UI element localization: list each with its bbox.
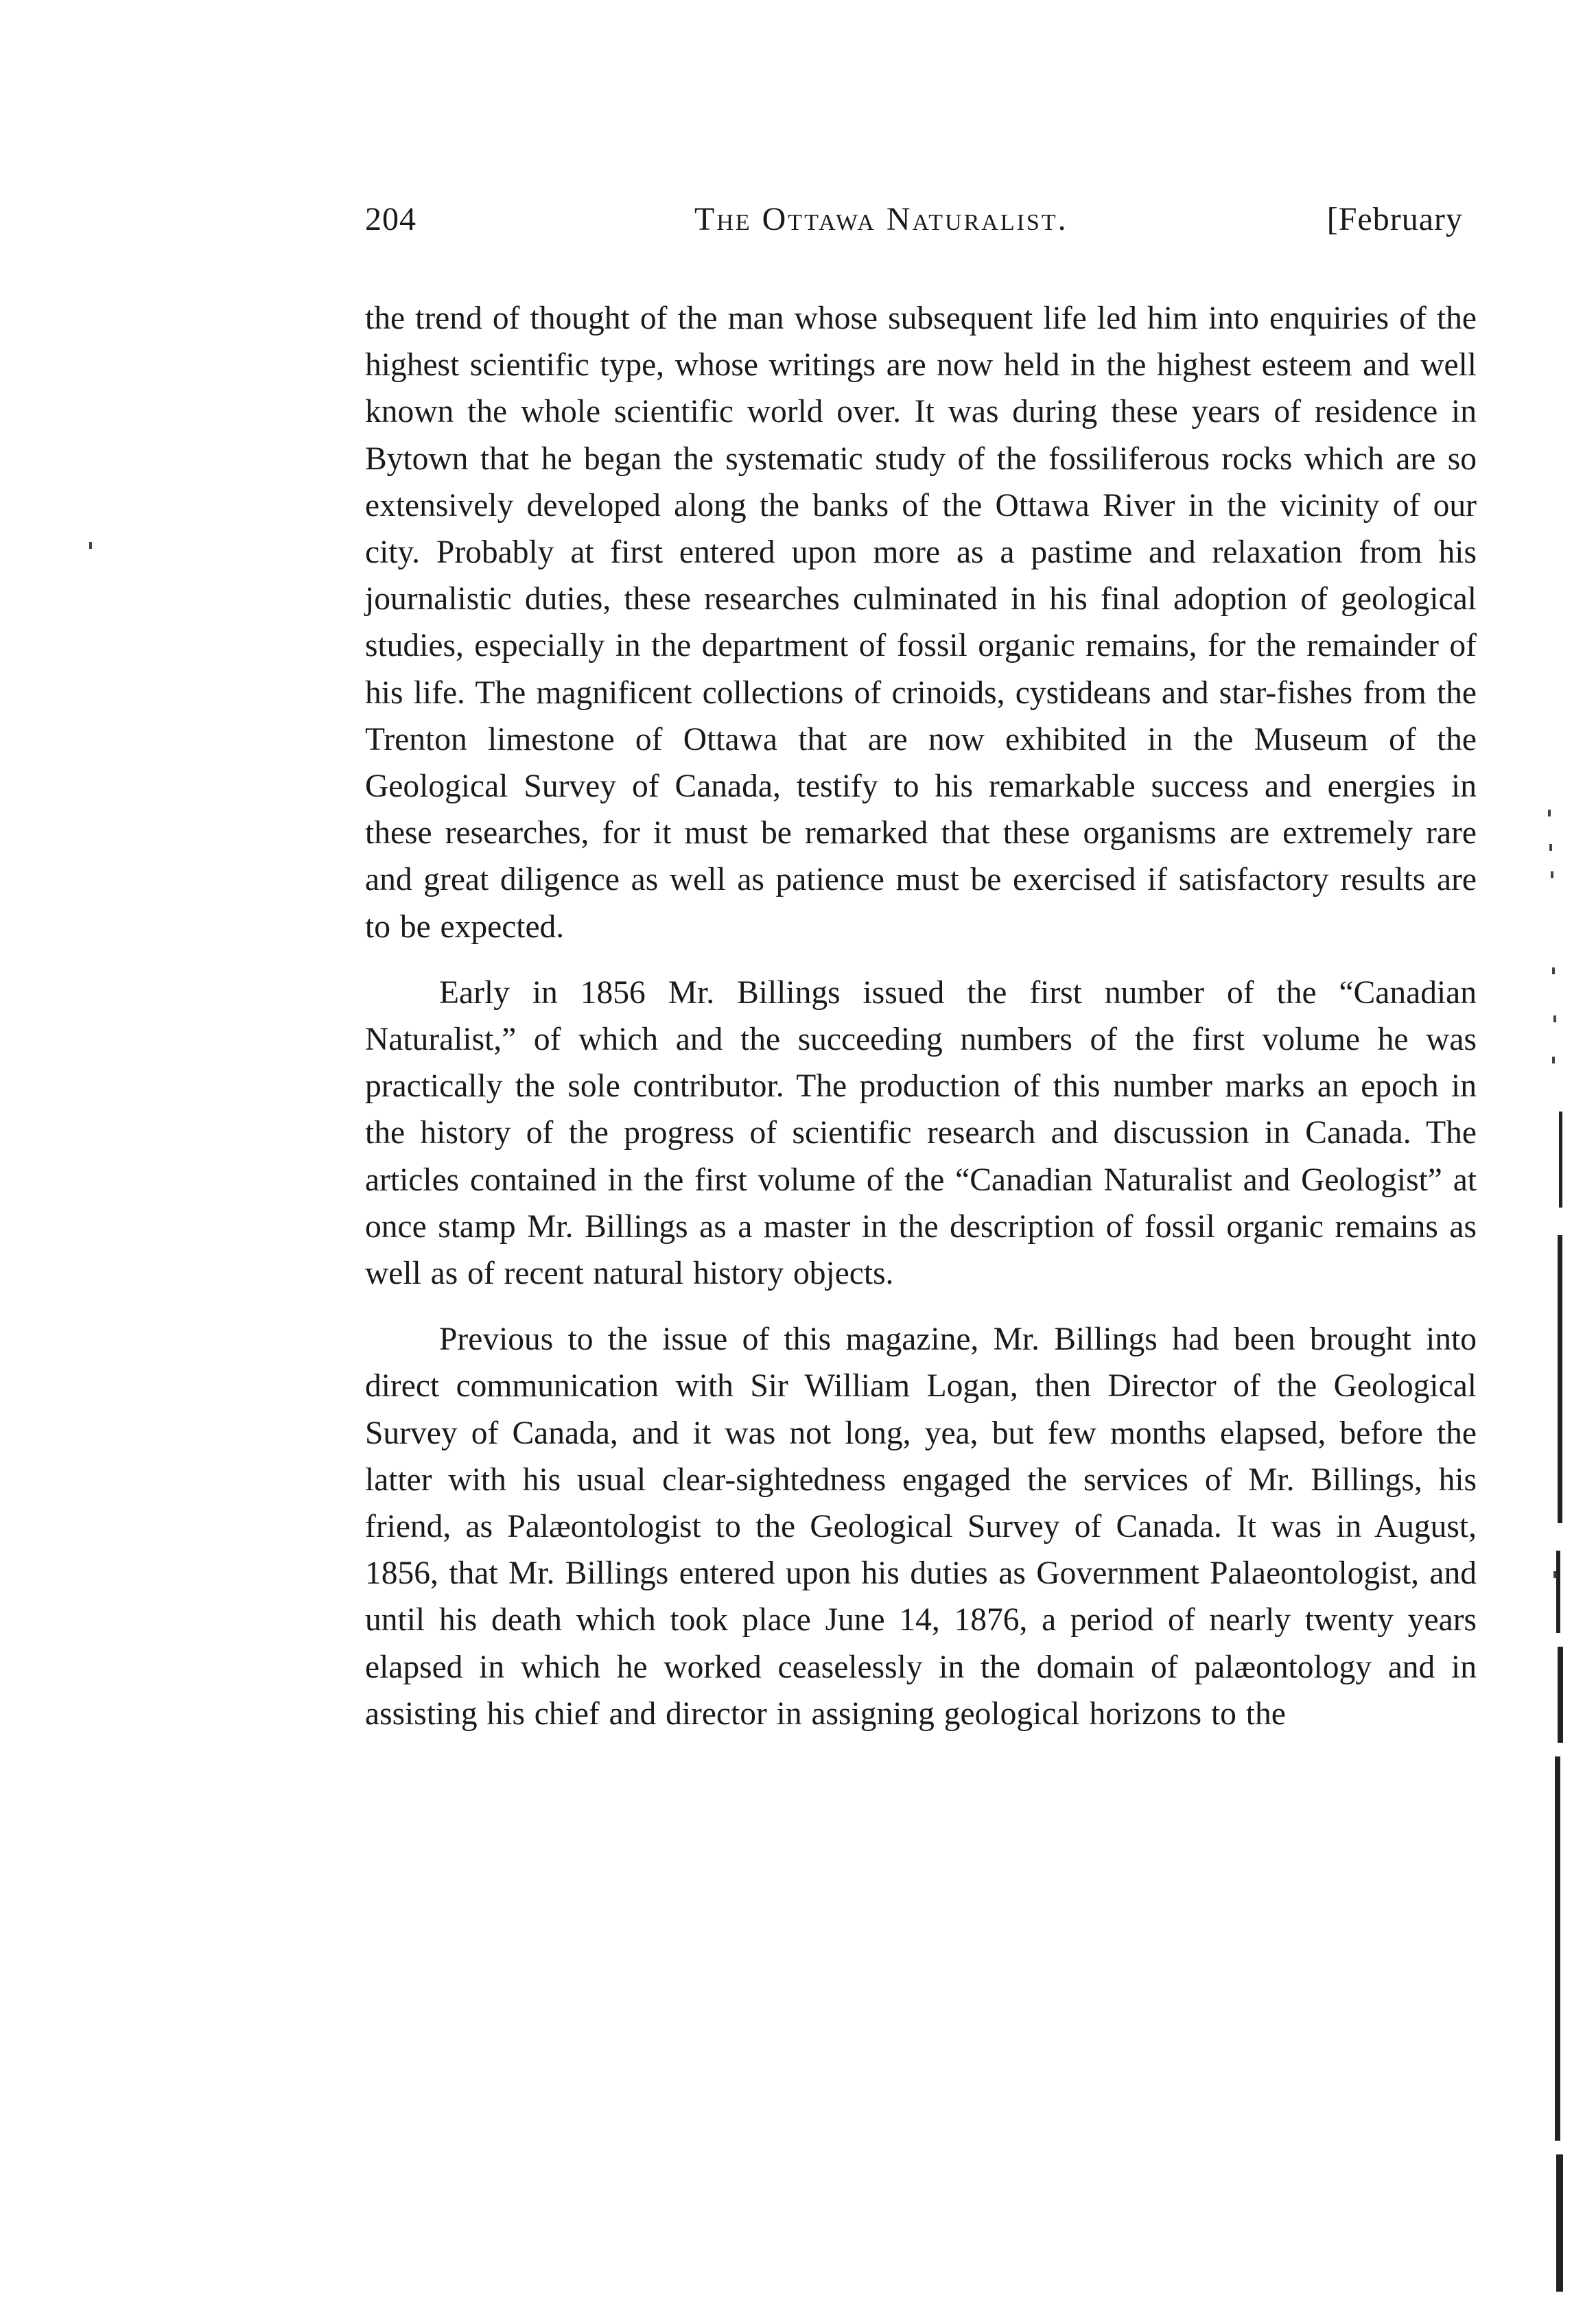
scan-edge-dot — [1549, 844, 1552, 851]
paragraph-1: the trend of thought of the man whose subsequent life led him into enquiries of the highest scientific type, whose writings are now held in the highest esteem and well known the whole scientific world over. It was during these years of residence in Bytown that he began the systematic study of the fossiliferous rocks which are so extensively developed along the banks of the Ottawa River in the vicinity of our city. Probably at first entered upon more as a pastime and relaxation from his journalistic duties, these researches culminated in his final adoption of geological studies, especially in the department of fossil organic remains, for the remainder of his life. The magnificent collections of crinoids, cystideans and star-fishes from the Trenton limestone of Ottawa that are now exhibited in the Museum of the Geological Survey of Canada, testify to his remarkable success and energies in these researches, for it must be remarked that these organisms are extremely rare and great diligence as well as patience must be exercised if satisfactory results are to be expected. — [365, 301, 1477, 945]
article-body — [365, 295, 1477, 1737]
scan-edge-mark — [1558, 1647, 1563, 1743]
scan-edge-mark — [1555, 1756, 1560, 2141]
scan-edge-mark — [1558, 1235, 1562, 1523]
running-title: The Ottawa Naturalist. — [694, 201, 1068, 237]
running-date: [February — [1326, 201, 1463, 237]
scan-edge-dot — [1551, 871, 1553, 878]
scan-edge-mark — [1556, 1551, 1560, 1633]
scan-edge-mark — [1559, 1112, 1562, 1208]
paragraph-2: Early in 1856 Mr. Billings issued the first number of the “Canadian Naturalist,” of which and the succeeding numbers of the first volume he was practically the sole contributor. The production of this number marks an epoch in the history of the progress of scientific research and discussion in Canada. The articles contained in the first volume of the “Canadian Naturalist and Geologist” at once stamp Mr. Billings as a master in the description of fossil organic remains as well as of recent natural history objects. — [365, 974, 1477, 1292]
scan-edge-dot — [89, 542, 92, 549]
scan-edge-mark — [1556, 2154, 1563, 2292]
scan-edge-dot — [1552, 1057, 1555, 1063]
page-number: 204 — [365, 201, 416, 237]
scan-edge-dot — [1552, 967, 1555, 974]
scan-edge-dot — [1548, 810, 1551, 816]
scan-edge-dot — [1553, 1571, 1556, 1578]
running-header — [365, 200, 1463, 248]
paragraph-3: Previous to the issue of this magazine, Mr. Billings had been brought into direct communication with Sir William Logan, then Director of the Geological Survey of Canada, and it was not long, yea, but few months elapsed, before the latter with his usual clear-sightedness engaged the services of Mr. Billings, his friend, as Palæontologist to the Geological Survey of Canada. It was in August, 1856, that Mr. Billings entered upon his duties as Government Palaeontologist, and until his death which took place June 14, 1876, a period of nearly twenty years elapsed in which he worked ceaselessly in the domain of palæontology and in assisting his chief and director in assigning geological horizons to the — [365, 1321, 1477, 1732]
scan-edge-dot — [1553, 1015, 1556, 1022]
